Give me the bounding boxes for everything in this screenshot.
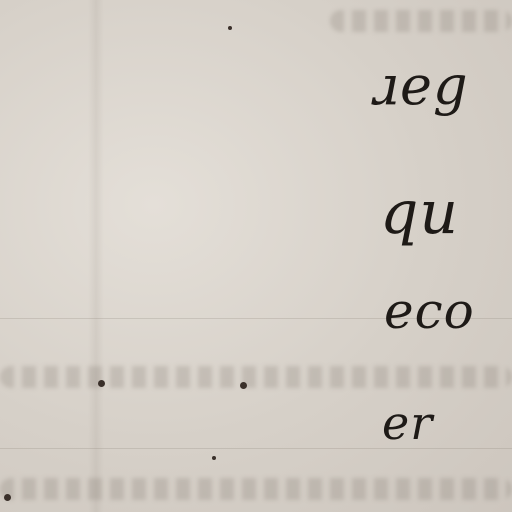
ink-spot — [98, 380, 105, 387]
paper-crease — [88, 0, 104, 512]
ink-spot — [228, 26, 232, 30]
bleed-through-line — [330, 10, 512, 32]
handwritten-fragment: qu — [380, 178, 460, 248]
handwritten-fragment: ɹeg — [372, 54, 469, 117]
handwritten-fragment: er — [382, 396, 434, 450]
ink-spot — [240, 382, 247, 389]
bleed-through-line — [0, 478, 512, 500]
bleed-through-line — [0, 366, 512, 388]
ink-spot — [212, 456, 216, 460]
handwritten-fragment: eco — [384, 282, 475, 340]
ink-spot — [4, 494, 11, 501]
fold-line — [0, 448, 512, 449]
